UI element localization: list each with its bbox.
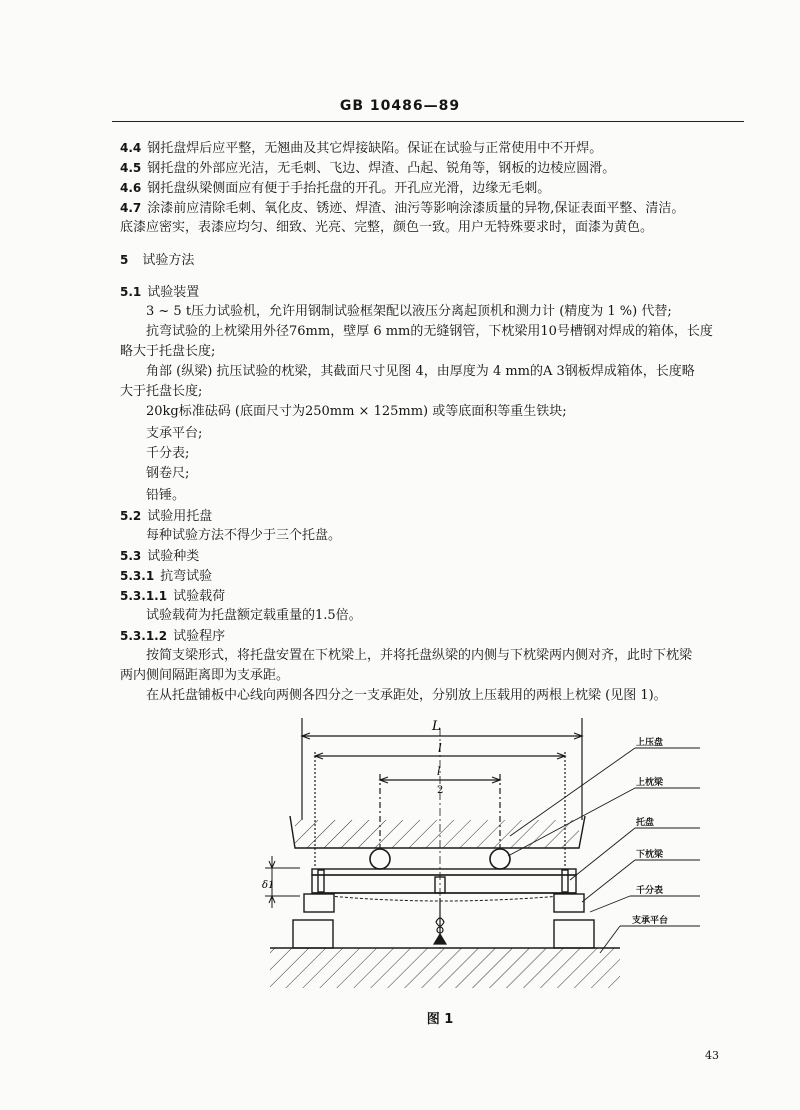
dim-half-num: l: [437, 765, 441, 778]
label-upper-press-plate: 上压盘: [636, 738, 664, 748]
clause-number: 4.7: [120, 201, 142, 215]
label-pallet: 托盘: [636, 818, 655, 828]
paragraph-line: [146, 528, 341, 544]
paragraph-text: 抗弯试验的上枕梁用外径76mm，壁厚 6 mm的无缝钢管，下枕梁用10号槽钢对焊成的箱体，长度: [146, 324, 713, 339]
paragraph-line: [146, 446, 189, 462]
upper-press-plate: [290, 816, 585, 848]
clause-number: 5.3.1: [120, 569, 155, 583]
label-upper-pillow-beam: 上枕梁: [636, 778, 664, 788]
dial-gauge: [434, 898, 446, 944]
clause-title: 试验程序: [173, 629, 226, 644]
clause-5-1: [120, 284, 199, 301]
paragraph-text: 角部 (纵梁) 抗压试验的枕梁，其截面尺寸见图 4，由厚度为 4 mm的A 3钢板焊成箱体，长度略: [146, 364, 695, 379]
paragraph-text: 3 ~ 5 t压力试验机，允许用钢制试验框架配以液压分离起顶机和测力计 (精度为 1 %) 代替;: [146, 304, 672, 319]
clause-text: 涂漆前应清除毛刺、氧化皮、锈迹、焊渣、油污等影响涂漆质量的异物,保证表面平整、清洁。: [147, 201, 685, 216]
dim-half-den: 2: [437, 785, 444, 796]
paragraph-line: [146, 648, 692, 664]
clause-5-3-1-1: [120, 588, 225, 605]
paragraph-text: 试验载荷为托盘额定载重量的1.5倍。: [146, 608, 362, 623]
clause-5-3: [120, 548, 199, 565]
support-platform: [270, 948, 620, 988]
clause-number: 5.1: [120, 285, 142, 299]
clause-title: 抗弯试验: [160, 569, 213, 584]
dim-l-label: l: [438, 741, 442, 755]
paragraph-text: 20kg标准砝码 (底面尺寸为250mm × 125mm) 或等底面积等重生铁块;: [146, 404, 567, 419]
upper-pillow-beam-right: [490, 849, 510, 869]
paragraph-text: 大于托盘长度;: [120, 384, 203, 399]
paragraph-line: [120, 344, 215, 360]
paragraph-line: [146, 608, 362, 624]
clause-title: 试验载荷: [173, 589, 226, 604]
page-number: 43: [705, 1049, 719, 1062]
clause-4-4: [120, 140, 602, 157]
section-number: 5: [120, 253, 129, 267]
paragraph-text: 钢卷尺;: [146, 466, 190, 481]
paragraph-line: [146, 324, 713, 340]
paragraph-text: 两内侧间隔距离即为支承距。: [120, 668, 290, 683]
section-title: 试验方法: [142, 253, 195, 268]
paragraph-text: 铅锤。: [146, 488, 186, 503]
dim-L-label: L: [432, 719, 441, 734]
paragraph-text: 在从托盘铺板中心线向两侧各四分之一支承距处，分别放上压载用的两根上枕梁 (见图 1)。: [146, 688, 667, 703]
lower-pillow-beams: [304, 894, 584, 912]
clause-number: 5.3.1.2: [120, 629, 168, 643]
clause-4-5: [120, 160, 615, 177]
paragraph-text: 按简支梁形式，将托盘安置在下枕梁上，并将托盘纵梁的内侧与下枕梁两内侧对齐，此时下枕梁: [146, 648, 693, 663]
figure-1-diagram: [260, 708, 730, 1008]
clause-title: 试验装置: [147, 285, 200, 300]
clause-4-7: [120, 200, 684, 217]
paragraph-line: [120, 668, 289, 684]
page-header: GB 10486—89: [339, 98, 461, 114]
clause-number: 5.3.1.1: [120, 589, 168, 603]
paragraph-text: 每种试验方法不得少于三个托盘。: [146, 528, 342, 543]
clause-text: 钢托盘的外部应光洁，无毛刺、飞边、焊渣、凸起、锐角等，钢板的边棱应圆滑。: [147, 161, 616, 176]
paragraph-line: [146, 688, 667, 704]
clause-text: 钢托盘纵梁侧面应有便于手抬托盘的开孔。开孔应光滑，边缘无毛刺。: [147, 181, 551, 196]
clause-number: 4.6: [120, 181, 142, 195]
paragraph-line: [146, 404, 567, 420]
paragraph-line: [146, 364, 695, 380]
clause-5-3-1-2: [120, 628, 225, 645]
paragraph-line: [146, 488, 185, 504]
paragraph-line: [146, 304, 672, 320]
clause-title: 试验种类: [147, 549, 200, 564]
label-support-platform: 支承平台: [632, 916, 669, 926]
clause-number: 4.5: [120, 161, 142, 175]
clause-text: 钢托盘焊后应平整，无翘曲及其它焊接缺陷。保证在试验与正常使用中不开焊。: [147, 141, 603, 156]
clause-5-3-1: [120, 568, 212, 585]
figure-caption: 图 1: [426, 1012, 454, 1027]
clause-number: 5.2: [120, 509, 142, 523]
clause-5-2: [120, 508, 212, 525]
paragraph-text: 略大于托盘长度;: [120, 344, 216, 359]
paragraph-text: 千分表;: [146, 446, 190, 461]
paragraph-line: [146, 466, 189, 482]
paragraph-text: 支承平台;: [146, 426, 203, 441]
paragraph-line: [120, 384, 202, 400]
delta-label: δ1: [262, 880, 275, 891]
upper-pillow-beam-left: [370, 849, 390, 869]
label-dial-gauge: 千分表: [636, 886, 664, 896]
pallet: [312, 869, 576, 901]
clause-4-7-cont: [120, 220, 653, 236]
header-rule: [112, 121, 744, 122]
paragraph-line: [146, 426, 202, 442]
clause-text: 底漆应密实，表漆应均匀、细致、光亮、完整，颜色一致。用户无特殊要求时，面漆为黄色。: [120, 220, 654, 235]
clause-title: 试验用托盘: [147, 509, 213, 524]
clause-number: 5.3: [120, 549, 142, 563]
clause-number: 4.4: [120, 141, 142, 155]
label-lower-pillow-beam: 下枕梁: [636, 850, 664, 860]
clause-4-6: [120, 180, 550, 197]
section-5-heading: [120, 252, 194, 269]
